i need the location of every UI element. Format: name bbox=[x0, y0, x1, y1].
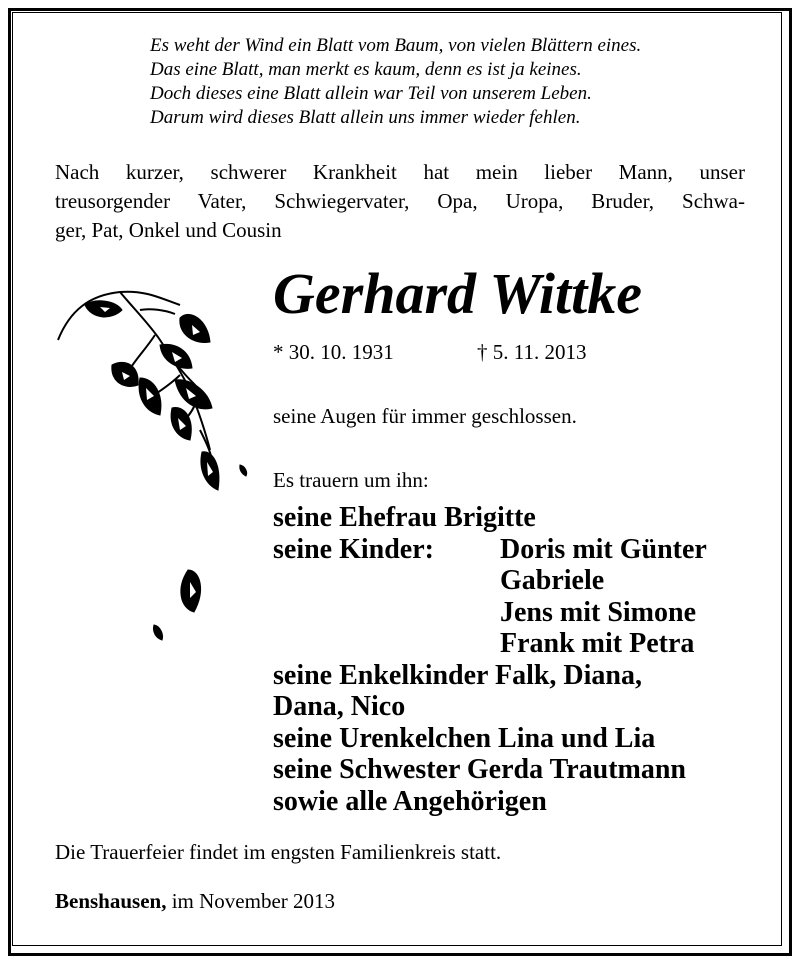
intro-line: ger, Pat, Onkel und Cousin bbox=[55, 218, 282, 242]
place-date bbox=[55, 889, 335, 914]
child-item: Frank mit Petra bbox=[500, 628, 695, 659]
children-label: seine Kinder: bbox=[273, 533, 434, 565]
poem bbox=[150, 34, 641, 130]
child-item: Gabriele bbox=[500, 565, 605, 596]
life-dates bbox=[273, 338, 587, 366]
intro-text bbox=[55, 158, 745, 245]
place-date-text: im November 2013 bbox=[166, 889, 336, 913]
deceased-name: Gerhard Wittke bbox=[273, 261, 642, 326]
sister-line: seine Schwester Gerda Trautmann bbox=[273, 754, 686, 785]
closed-text: seine Augen für immer geschlossen. bbox=[273, 404, 577, 428]
place-name: Benshausen, bbox=[55, 889, 167, 913]
grandchildren-line: Dana, Nico bbox=[273, 691, 406, 722]
wife-line: seine Ehefrau Brigitte bbox=[273, 502, 536, 533]
intro-line: treusorgender Vater, Schwiegervater, Opa, Uropa, Bruder, Schwa- bbox=[55, 189, 745, 213]
child-item: Doris mit Günter bbox=[500, 533, 707, 565]
family-list bbox=[273, 502, 707, 817]
birth-date: * 30. 10. 1931 bbox=[273, 340, 394, 364]
poem-line: Doch dieses eine Blatt allein war Teil von unserem Leben. bbox=[150, 83, 592, 104]
great-grandchildren-line: seine Urenkelchen Lina und Lia bbox=[273, 722, 656, 754]
children-block bbox=[273, 533, 707, 660]
funeral-note: Die Trauerfeier findet im engsten Familienkreis statt. bbox=[55, 840, 502, 864]
children-list bbox=[500, 534, 707, 660]
poem-line: Es weht der Wind ein Blatt vom Baum, von vielen Blättern eines. bbox=[150, 35, 642, 56]
intro-line: Nach kurzer, schwerer Krankheit hat mein lieber Mann, unser bbox=[55, 160, 745, 184]
death-date: † 5. 11. 2013 bbox=[477, 340, 587, 364]
relatives-line: sowie alle Angehörigen bbox=[273, 785, 547, 817]
grandchildren-line: seine Enkelkinder Falk, Diana, bbox=[273, 659, 643, 691]
poem-line: Darum wird dieses Blatt allein uns immer wieder fehlen. bbox=[150, 107, 581, 128]
child-item: Jens mit Simone bbox=[500, 596, 696, 628]
mourners-intro: Es trauern um ihn: bbox=[273, 468, 429, 492]
leaf-branch-icon bbox=[50, 280, 250, 650]
poem-line: Das eine Blatt, man merkt es kaum, denn es ist ja keines. bbox=[150, 59, 582, 80]
